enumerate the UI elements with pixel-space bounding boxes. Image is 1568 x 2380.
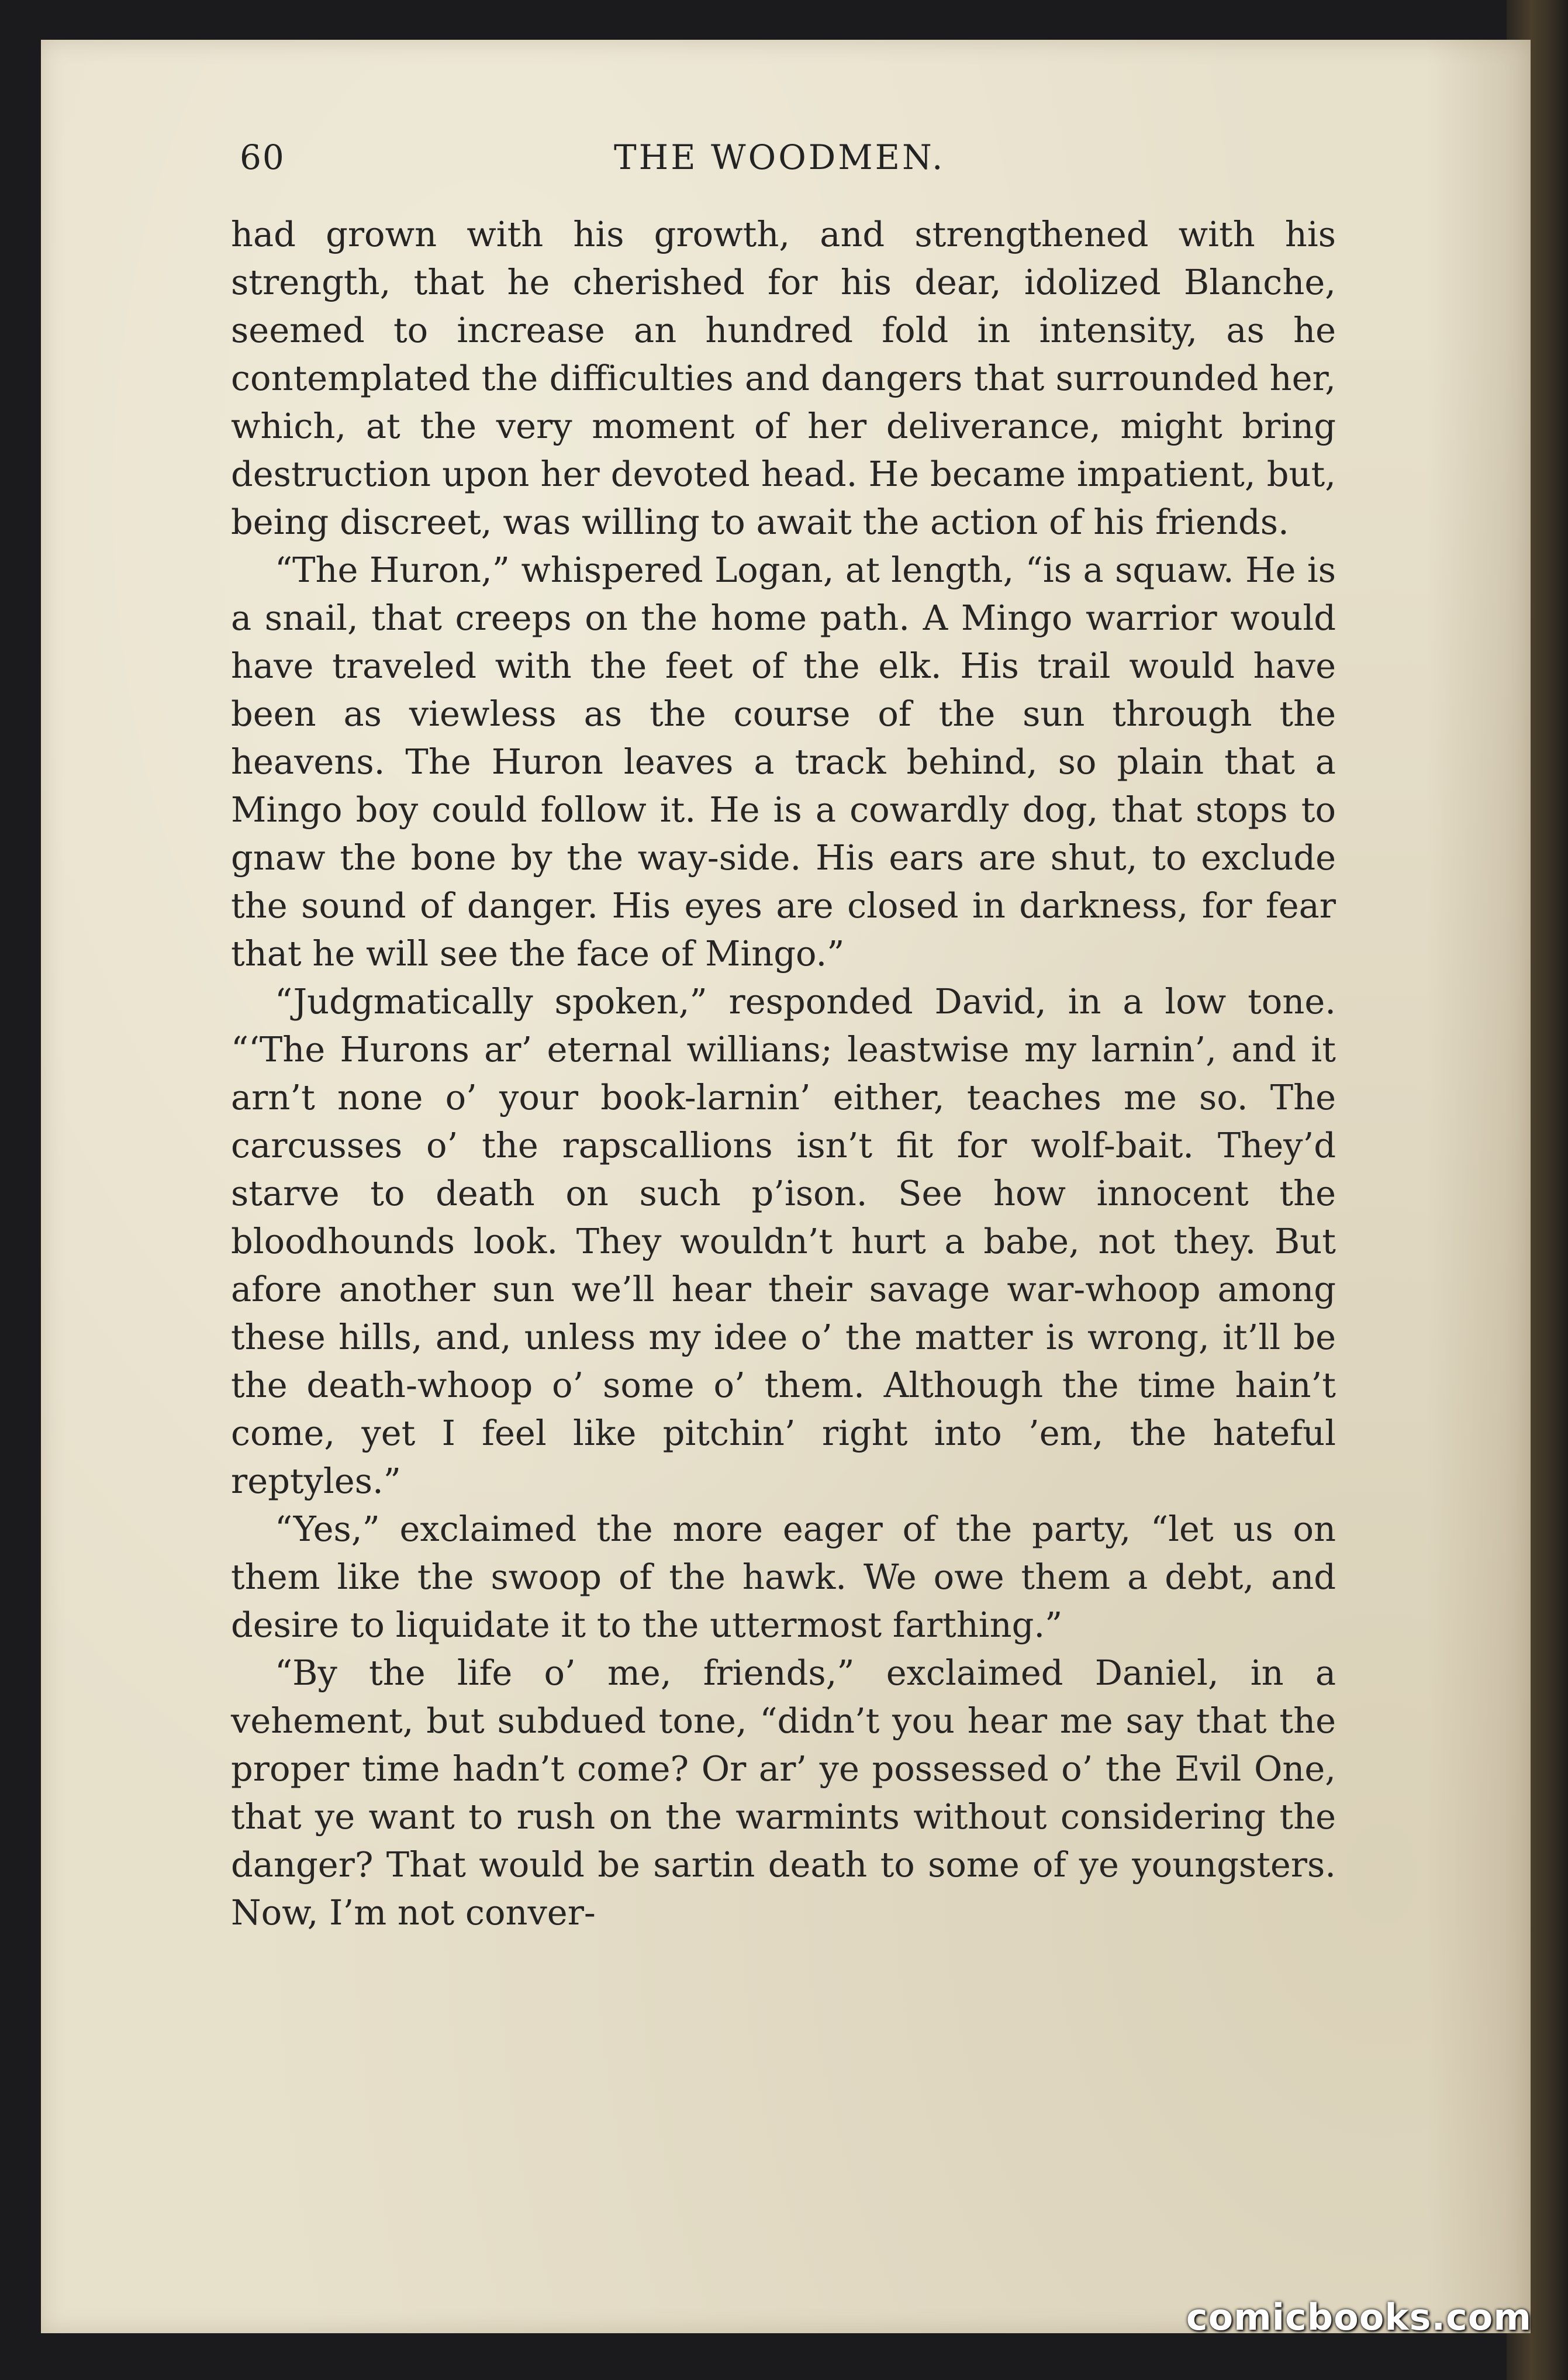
page-number: 60 [240,137,285,177]
paragraph: “Judgmatically spoken,” responded David, in a low tone. “‘The Hurons ar’ eternal willians; leastwise my larnin’, and it arn’t none o’ your book-larnin’ either, teaches me so. The carcusses o’ the rapscallions isn’t fit for wolf-bait. They’d starve to death on such p’ison. See how innocent the bloodhounds look. They wouldn’t hurt a babe, not they. But afore another sun we’ll hear their savage war-whoop among these hills, and, unless my idee o’ the matter is wrong, it’ll be the death-whoop o’ some o’ them. Although the time hain’t come, yet I feel like pitchin’ right into ’em, the hateful reptyles.” [231,981,1336,1501]
paragraph: “Yes,” exclaimed the more eager of the party, “let us on them like the swoop of the hawk. We owe them a debt, and desire to liquidate it to the uttermost farthing.” [231,1509,1336,1645]
body-text [231,211,1336,1937]
running-head: THE WOODMEN. [614,137,945,177]
paragraph: had grown with his growth, and strengthened with his strength, that he cherished for his dear, idolized Blanche, seemed to increase an hundred fold in intensity, as he contemplated the difficulties and dangers that surrounded her, which, at the very moment of her deliverance, might bring destruction upon her devoted head. He became impatient, but, being discreet, was willing to await the action of his friends. [231,214,1336,542]
page-header [240,137,1380,184]
paragraph: “By the life o’ me, friends,” exclaimed Daniel, in a vehement, but subdued tone, “didn’t you hear me say that the proper time hadn’t come? Or ar’ ye possessed o’ the Evil One, that ye want to rush on the warmints without considering the danger? That would be sartin death to some of ye youngsters. Now, I’m not conver- [231,1653,1336,1933]
watermark: comicbooks.com [1186,2296,1532,2338]
paragraph: “The Huron,” whispered Logan, at length, “is a squaw. He is a snail, that creeps on the home path. A Mingo warrior would have traveled with the feet of the elk. His trail would have been as viewless as the course of the sun through the heavens. The Huron leaves a track behind, so plain that a Mingo boy could follow it. He is a cowardly dog, that stops to gnaw the bone by the way-side. His ears are shut, to exclude the sound of danger. His eyes are closed in darkness, for fear that he will see the face of Mingo.” [231,550,1336,974]
